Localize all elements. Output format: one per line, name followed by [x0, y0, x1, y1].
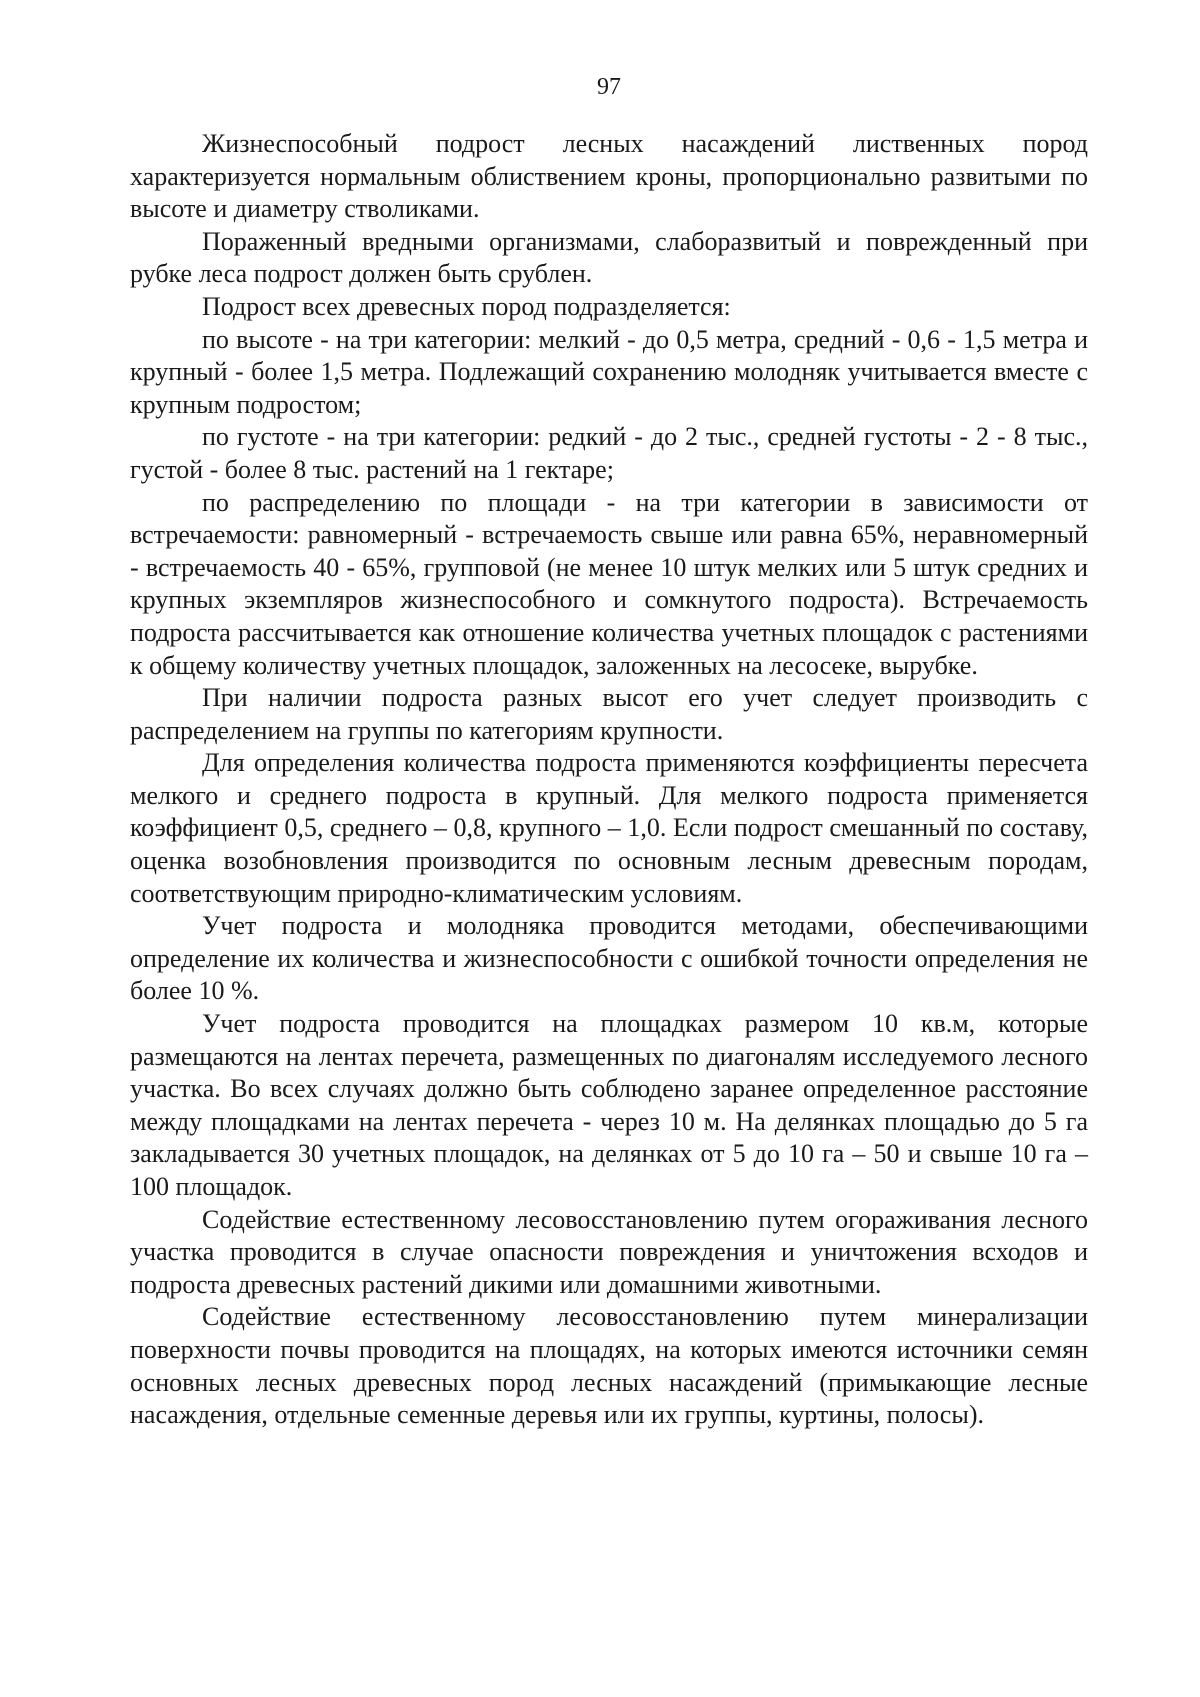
paragraph: Жизнеспособный подрост лесных насаждений лиственных пород характеризуется нормальным облиствением кроны, пропорционально развитыми по высоте и диаметру стволиками. [130, 129, 1088, 224]
paragraph: по высоте - на три категории: мелкий - до 0,5 метра, средний - 0,6 - 1,5 метра и крупный - более 1,5 метра. Подлежащий сохранению молодняк учитывается вместе с крупным подростом; [130, 324, 1088, 419]
paragraph: Учет подроста и молодняка проводится методами, обеспечивающими определение их количества и жизнеспособности с ошибкой точности определения не более 10 %. [130, 911, 1088, 1006]
body-text [130, 128, 1088, 1432]
paragraph: по распределению по площади - на три категории в зависимости от встречаемости: равномерный - встречаемость свыше или равна 65%, неравномерный - встречаемость 40 - 65%, групповой (не менее 10 штук мелких или 5 штук средних и крупных экземпляров жизнеспособного и сомкнутого подроста). Встречаемость подроста рассчитывается как отношение количества учетных площадок с растениями к общему количеству учетных площадок, заложенных на лесосеке, вырубке. [130, 487, 1088, 680]
page-number: 97 [597, 74, 621, 100]
paragraph: по густоте - на три категории: редкий - до 2 тыс., средней густоты - 2 - 8 тыс., густой - более 8 тыс. растений на 1 гектаре; [130, 422, 1088, 484]
paragraph: Для определения количества подроста применяются коэффициенты пересчета мелкого и среднего подроста в крупный. Для мелкого подроста применяется коэффициент 0,5, среднего – 0,8, крупного – 1,0. Если подрост смешанный по составу, оценка возобновления производится по основным лесным древесным породам, соответствующим природно-климатическим условиям. [130, 748, 1088, 908]
paragraph: Пораженный вредными организмами, слаборазвитый и поврежденный при рубке леса подрост должен быть срублен. [130, 226, 1088, 289]
paragraph: Содействие естественному лесовосстановлению путем огораживания лесного участка проводится в случае опасности повреждения и уничтожения всходов и подроста древесных растений дикими или домашними животными. [130, 1204, 1088, 1299]
paragraph: При наличии подроста разных высот его учет следует производить с распределением на группы по категориям крупности. [130, 683, 1088, 745]
paragraph: Содействие естественному лесовосстановлению путем минерализации поверхности почвы проводится на площадях, на которых имеются источники семян основных лесных древесных пород лесных насаждений (примыкающие лесные насаждения, отдельные семенные деревья или их группы, куртины, полосы). [130, 1302, 1088, 1430]
paragraph: Подрост всех древесных пород подразделяется: [202, 291, 731, 321]
paragraph: Учет подроста проводится на площадках размером 10 кв.м, которые размещаются на лентах перечета, размещенных по диагоналям исследуемого лесного участка. Во всех случаях должно быть соблюдено заранее определенное расстояние между площадками на лентах перечета - через 10 м. На делянках площадью до 5 га закладывается 30 учетных площадок, на делянках от 5 до 10 га – 50 и свыше 10 га – 100 площадок. [130, 1009, 1088, 1201]
